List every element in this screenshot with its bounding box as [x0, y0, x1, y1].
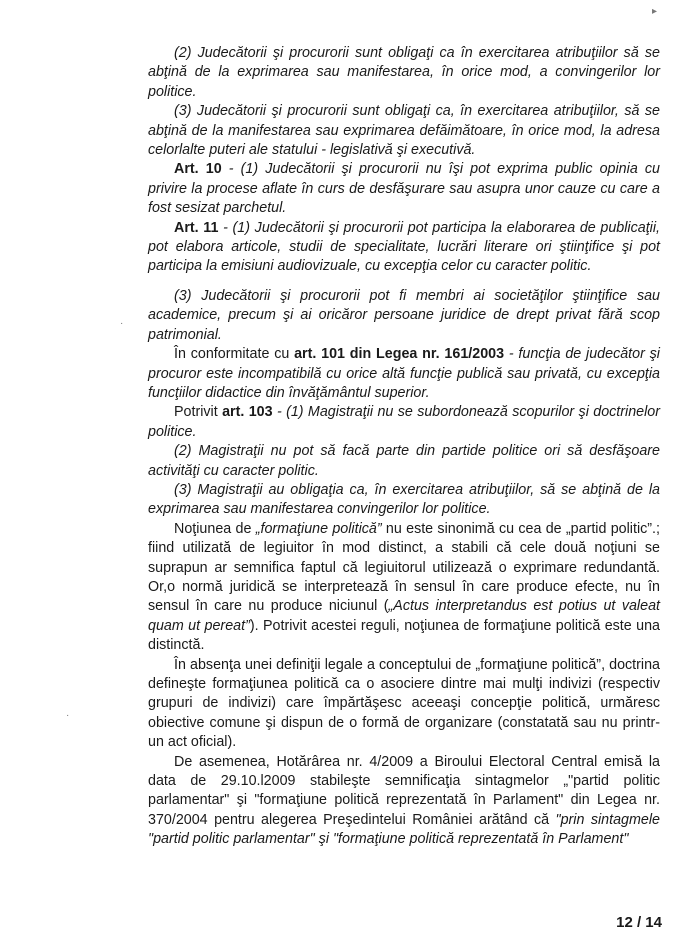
paragraph-text: nu este sinonimă cu cea de „partid politic”.; fiind utilizată de legiuitor în mod distinct, a stabili că cele două noţiuni se suprapun ar semnifica faptul că legiuitorul utilizează o exprimare redundantă. Or,o normă juridică se interpretează în sensul în care produce efecte, nu în sensul în care nu produce niciunul (	[148, 520, 660, 615]
paragraph	[148, 345, 660, 403]
latin-quote: „Actus interpretandus est potius ut valeat quam ut pereat”	[148, 598, 660, 634]
paragraph: (3) Magistraţii au obligaţia ca, în exercitarea atribuţiilor, să se abţină de la exprimarea sau manifestarea convingerilor lor politice.	[148, 481, 660, 518]
paragraph-text: De asemenea, Hotărârea nr. 4/2009 a Biroului Electoral Central emisă la data de 29.10.l2009 stabileşte semnificaţia sintagmelor „"partid politic parlamentar" şi "formaţiune politică reprezentată în Parlament" din Legea nr. 370/2004 pentru alegerea Preşedintelui României arătând că	[148, 753, 660, 828]
paragraph-text: Potrivit	[174, 404, 223, 421]
article-reference: Art. 10	[174, 161, 222, 178]
body-text	[148, 44, 660, 850]
paragraph-text: ). Potrivit acestei reguli, noţiunea de formaţiune politică este una distinctă.	[148, 617, 660, 654]
paragraph-text: Noţiunea de	[174, 520, 256, 537]
paragraph: În absenţa unei definiţii legale a conceptului de „formaţiune politică”, doctrina defineşte formaţiunea politică ca o asociere dintre mai mulţi indivizi (respectiv grupuri de indivizi) care împărtăşesc aceeaşi concepţie politică, urmăresc obiective comune şi dispun de o formă de organizare (constatată sau nu printr-un act oficial).	[148, 656, 660, 751]
paragraph	[148, 753, 660, 850]
article-reference: art. 101 din Legea nr. 161/2003	[294, 346, 505, 363]
paragraph	[148, 520, 660, 656]
paragraph	[148, 219, 660, 277]
article-reference: art. 103	[222, 404, 273, 421]
paragraph	[148, 403, 660, 442]
paragraph: (3) Judecătorii şi procurorii pot fi membri ai societăţilor ştiinţifice sau academice, precum şi ai oricăror persoane juridice de drept privat fără scop patrimonial.	[148, 287, 660, 343]
paragraph-text: „formaţiune politică”	[255, 520, 382, 537]
paragraph-text: - funcţia de judecător şi procuror este incompatibilă cu orice altă funcţie publică sau privată, cu excepţia funcţiilor didactice din învăţământul superior.	[148, 346, 660, 401]
paragraph-text: - (1) Magistraţii nu se subordonează scopurilor şi doctrinelor politice.	[148, 404, 660, 440]
paragraph-text: "prin sintagmele "partid politic parlamentar" şi "formaţiune politică reprezentată în Parlament"	[148, 811, 660, 848]
paragraph	[148, 160, 660, 218]
margin-dot: ·	[66, 710, 70, 721]
paragraph: (3) Judecătorii şi procurorii sunt obligaţi ca, în exercitarea atribuţiilor, să se abţină de la manifestarea sau exprimarea defăimătoare, în orice mod, la adresa celorlalte puteri ale statului - legislativă şi executivă.	[148, 103, 660, 159]
paragraph-text: În conformitate cu	[174, 346, 295, 363]
paragraph-text: - (1) Judecătorii şi procurorii pot participa la elaborarea de publicaţii, pot elabora articole, studii de specialitate, lucrări literare ori ştiinţifice şi pot participa la emisiuni audiovizuale, cu excepţia celor cu caracter politic.	[148, 219, 660, 275]
margin-dot: ·	[120, 318, 124, 329]
article-reference: Art. 11	[174, 219, 219, 236]
paragraph: (2) Judecătorii şi procurorii sunt obligaţi ca în exercitarea atribuţiilor să se abţină de la exprimarea sau manifestarea, în orice mod, a convingerilor lor politice.	[148, 45, 660, 100]
page-number: 12 / 14	[616, 914, 662, 931]
paragraph-text: - (1) Judecătorii şi procurorii nu îşi pot exprima public opinia cu privire la procese aflate în curs de desfăşurare sau asupra unor cauze cu care a fost sesizat parchetul.	[148, 161, 660, 217]
corner-mark: ▸	[652, 6, 658, 17]
paragraph: (2) Magistraţii nu pot să facă parte din partide politice ori să desfăşoare activităţi cu caracter politic.	[148, 443, 660, 479]
